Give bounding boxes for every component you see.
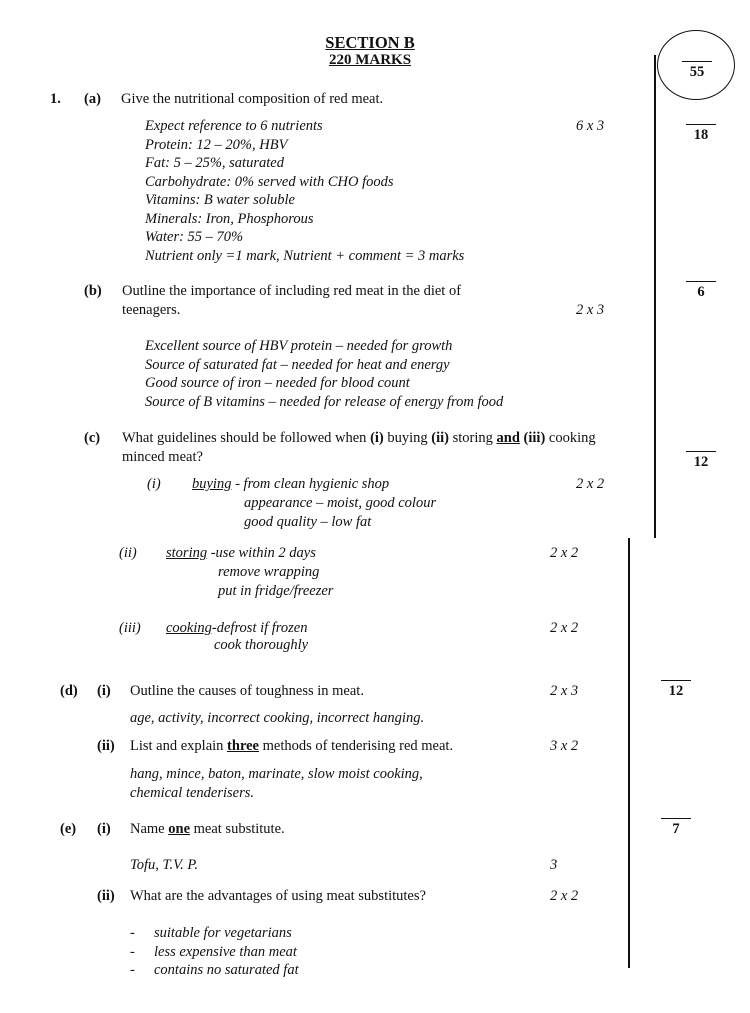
part-d-i-allocation: 2 x 3 [550, 683, 579, 699]
part-c-iii-allocation: 2 x 2 [550, 620, 579, 636]
answer-line: Nutrient only =1 mark, Nutrient + comment = 3 marks [145, 247, 465, 264]
margin-line-lower [628, 538, 630, 968]
part-d-label: (d) [60, 683, 78, 699]
part-b-answers [145, 337, 503, 411]
answer-line: Vitamins: B water soluble [145, 192, 295, 208]
list-item: - contains no saturated fat [130, 962, 299, 978]
part-e-ii-answers [130, 924, 299, 980]
part-d-i-label: (i) [97, 683, 111, 699]
part-c-iii-first: cooking-defrost if frozen [166, 620, 308, 636]
part-c-i-label: (i) [147, 476, 161, 492]
part-e-i-question: Name one meat substitute. [130, 821, 285, 837]
part-c-ii-allocation: 2 x 2 [550, 545, 579, 561]
answer-line: Excellent source of HBV protein – needed for growth [145, 338, 453, 354]
answer-line: put in fridge/freezer [218, 582, 334, 599]
list-item: - suitable for vegetarians [130, 925, 292, 941]
answer-line: Water: 55 – 70% [145, 229, 244, 245]
answer-line: Minerals: Iron, Phosphorous [145, 210, 314, 227]
part-c-iii-rest: cook thoroughly [214, 637, 309, 653]
answer-line: good quality – low fat [244, 513, 372, 530]
part-d-i-answer: age, activity, incorrect cooking, incorrect hanging. [130, 710, 425, 726]
part-c-i-allocation: 2 x 2 [576, 476, 605, 492]
part-d-ii-answer [130, 765, 423, 802]
part-d-i-question: Outline the causes of toughness in meat. [130, 683, 364, 699]
part-c-ii-rest [218, 563, 333, 600]
part-d-ii-allocation: 3 x 2 [550, 738, 579, 754]
part-b-label: (b) [84, 283, 102, 299]
part-b-allocation: 2 x 3 [576, 302, 605, 318]
part-a-allocation: 6 x 3 [576, 118, 605, 134]
answer-line: Source of saturated fat – needed for heat and energy [145, 356, 450, 373]
part-b-question-line1: Outline the importance of including red meat in the diet of [122, 283, 462, 299]
part-d-mark: 12 [661, 680, 691, 700]
part-e-i-allocation: 3 [550, 857, 558, 873]
question-number: 1. [50, 91, 61, 107]
total-mark: 55 [682, 61, 712, 81]
answer-line: Expect reference to 6 nutrients [145, 118, 323, 134]
part-e-i-label: (i) [97, 821, 111, 837]
answer-line: chemical tenderisers. [130, 784, 255, 801]
answer-line: hang, mince, baton, marinate, slow moist cooking, [130, 766, 423, 782]
part-b-mark: 6 [686, 281, 716, 301]
part-c-i-first: buying - from clean hygienic shop [192, 476, 390, 492]
part-e-label: (e) [60, 821, 77, 837]
answer-line: Carbohydrate: 0% served with CHO foods [145, 173, 394, 190]
part-c-i-rest [244, 494, 436, 531]
section-marks: 220 MARKS [328, 52, 412, 68]
part-c-ii-label: (ii) [119, 545, 137, 561]
part-a-mark: 18 [686, 124, 716, 144]
part-e-ii-question: What are the advantages of using meat substitutes? [130, 888, 426, 904]
part-a-answers [145, 117, 464, 265]
part-e-mark: 7 [661, 818, 691, 838]
answer-line: Good source of iron – needed for blood count [145, 375, 410, 391]
section-title: SECTION B [325, 33, 415, 52]
part-c-label: (c) [84, 430, 101, 446]
part-c-ii-first: storing -use within 2 days [166, 545, 316, 561]
part-d-ii-question: List and explain three methods of tenderising red meat. [130, 738, 454, 754]
part-d-ii-label: (ii) [97, 738, 115, 754]
part-e-ii-allocation: 2 x 2 [550, 888, 579, 904]
part-c-mark: 12 [686, 451, 716, 471]
answer-line: appearance – moist, good colour [244, 495, 437, 511]
margin-line-upper [654, 55, 656, 538]
part-e-ii-label: (ii) [97, 888, 115, 904]
answer-line: Fat: 5 – 25%, saturated [145, 155, 284, 171]
answer-line: Protein: 12 – 20%, HBV [145, 136, 288, 153]
part-c-question-line2: minced meat? [122, 449, 203, 465]
part-a-question: Give the nutritional composition of red meat. [121, 91, 384, 107]
list-item: - less expensive than meat [130, 943, 297, 960]
part-e-i-answer: Tofu, T.V. P. [130, 857, 198, 873]
part-c-question-line1: What guidelines should be followed when (i) buying (ii) storing and (iii) cooking [122, 430, 596, 446]
answer-line: remove wrapping [218, 564, 320, 580]
part-b-question-line2: teenagers. [122, 302, 181, 318]
answer-line: Source of B vitamins – needed for release of energy from food [145, 393, 504, 410]
part-c-iii-label: (iii) [119, 620, 141, 636]
part-a-label: (a) [84, 91, 101, 107]
